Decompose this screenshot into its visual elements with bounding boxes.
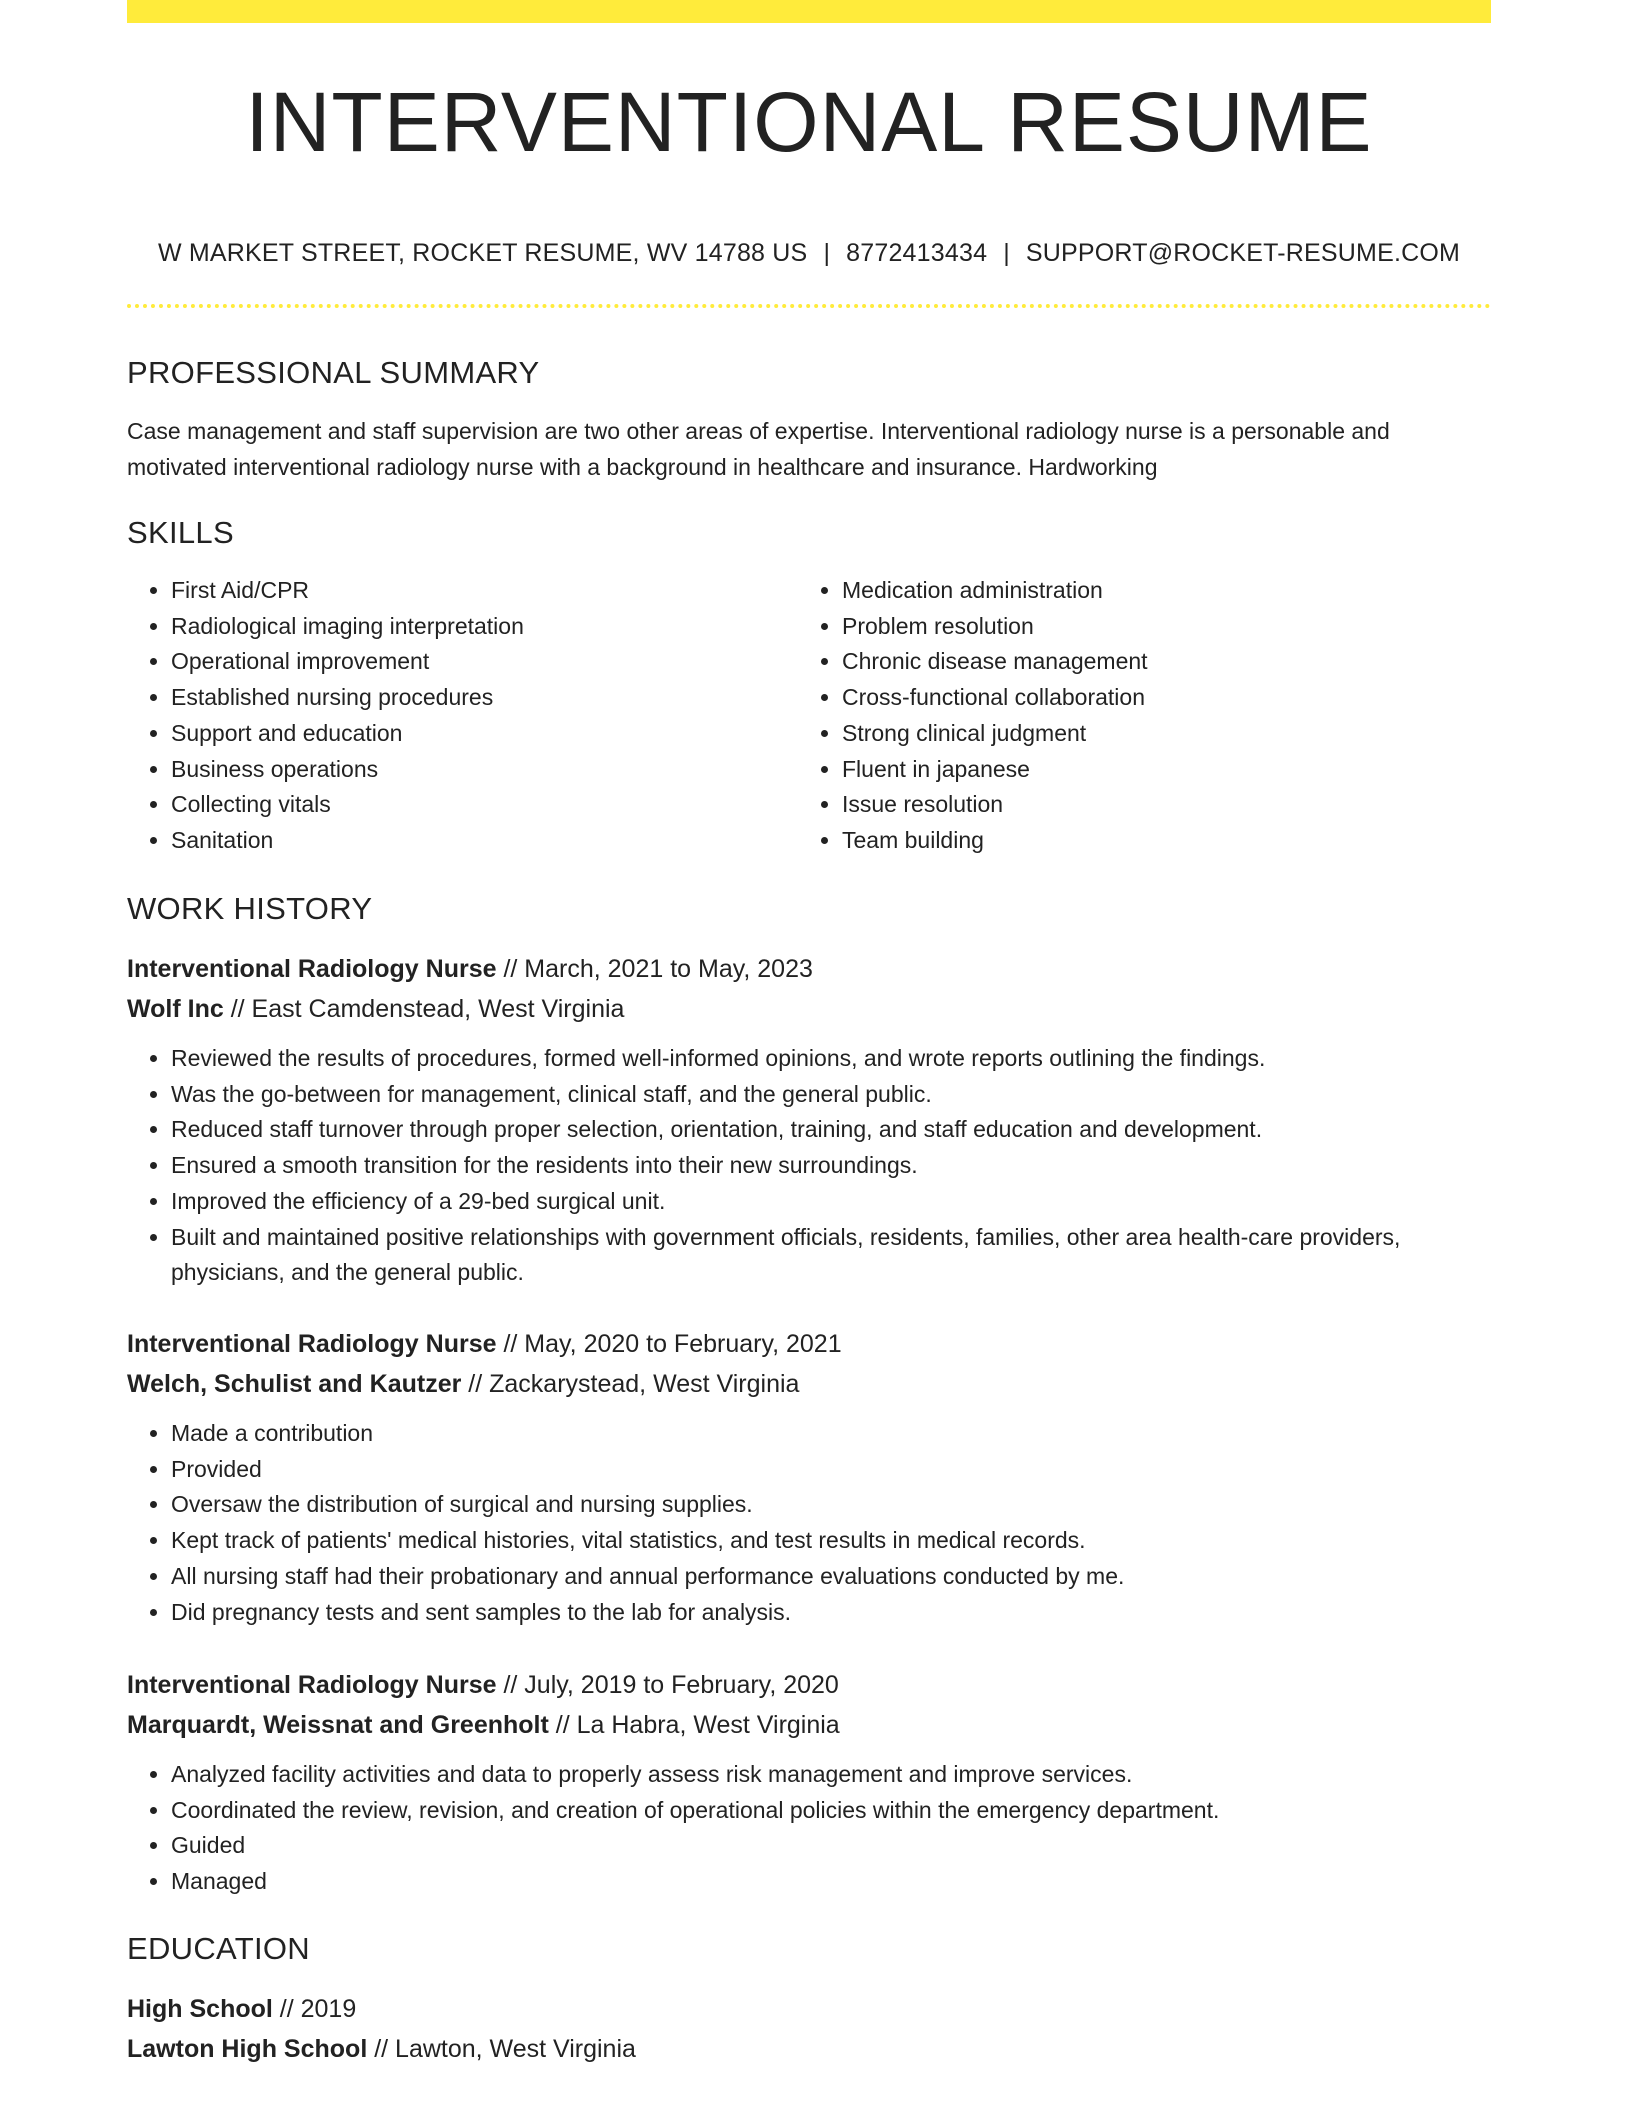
job-bullet: • All nursing staff had their probationary and annual performance evaluations conducted by me. <box>171 1559 1491 1595</box>
job-bullet: • Analyzed facility activities and data to properly assess risk management and improve services. <box>171 1757 1491 1793</box>
job-company: Wolf Inc <box>127 995 224 1023</box>
job-bullet: • Ensured a smooth transition for the residents into their new surroundings. <box>171 1148 1491 1184</box>
job-entry <box>127 1665 1491 1900</box>
skill-item: • Problem resolution <box>842 609 1148 645</box>
job-bullet: • Made a contribution <box>171 1416 1491 1452</box>
skill-item: • Business operations <box>171 752 524 788</box>
contact-email: SUPPORT@ROCKET-RESUME.COM <box>1025 239 1461 267</box>
job-title-line <box>127 1665 1491 1705</box>
job-entry <box>127 1324 1491 1630</box>
education-heading: EDUCATION <box>127 1931 310 1966</box>
job-bullet: • Did pregnancy tests and sent samples to the lab for analysis. <box>171 1595 1491 1631</box>
contact-address: W MARKET STREET, ROCKET RESUME, WV 14788 US <box>157 239 808 267</box>
resume-name: INTERVENTIONAL RESUME <box>245 75 1373 169</box>
skill-item: • Support and education <box>171 716 524 752</box>
job-title-line <box>127 949 1491 989</box>
job-title-line <box>127 1324 1491 1364</box>
job-dates: // July, 2019 to February, 2020 <box>496 1671 839 1699</box>
job-location: // East Camdenstead, West Virginia <box>223 995 625 1023</box>
skill-item: • Operational improvement <box>171 644 524 680</box>
work-history-heading: WORK HISTORY <box>127 891 373 926</box>
accent-top-bar <box>127 0 1491 23</box>
education-school: Lawton High School <box>127 2035 368 2063</box>
skill-item: • Strong clinical judgment <box>842 716 1148 752</box>
job-bullets <box>127 1757 1491 1900</box>
skill-item: • First Aid/CPR <box>171 573 524 609</box>
job-role: Interventional Radiology Nurse <box>127 1330 497 1358</box>
skill-item: • Cross-functional collaboration <box>842 680 1148 716</box>
job-company-line <box>127 1364 1491 1404</box>
skill-item: • Sanitation <box>171 823 524 859</box>
job-company: Welch, Schulist and Kautzer <box>127 1370 462 1398</box>
job-role: Interventional Radiology Nurse <box>127 955 497 983</box>
job-location: // La Habra, West Virginia <box>548 1711 840 1739</box>
skill-item: • Fluent in japanese <box>842 752 1148 788</box>
job-bullet: • Reviewed the results of procedures, formed well-informed opinions, and wrote reports outlining the findings. <box>171 1041 1491 1077</box>
job-bullet: • Kept track of patients' medical histories, vital statistics, and test results in medical records. <box>171 1523 1491 1559</box>
education-degree-line <box>127 1989 356 2029</box>
job-bullet: • Managed <box>171 1864 1491 1900</box>
job-role: Interventional Radiology Nurse <box>127 1671 497 1699</box>
skills-heading: SKILLS <box>127 515 234 550</box>
skills-list-left <box>127 573 524 859</box>
skills-list-right <box>798 573 1148 859</box>
job-bullets <box>127 1041 1491 1291</box>
job-bullets <box>127 1416 1491 1630</box>
contact-separator: | <box>823 239 831 267</box>
job-bullet: • Guided <box>171 1828 1491 1864</box>
contact-phone: 8772413434 <box>846 239 988 267</box>
education-location: // Lawton, West Virginia <box>367 2035 636 2063</box>
education-year: // 2019 <box>272 1995 357 2023</box>
job-bullet: • Improved the efficiency of a 29-bed surgical unit. <box>171 1184 1491 1220</box>
job-bullet: • Reduced staff turnover through proper selection, orientation, training, and staff education and development. <box>171 1112 1491 1148</box>
summary-heading: PROFESSIONAL SUMMARY <box>127 355 540 390</box>
job-entry <box>127 949 1491 1291</box>
skill-item: • Radiological imaging interpretation <box>171 609 524 645</box>
job-bullet: • Provided <box>171 1452 1491 1488</box>
education-school-line <box>127 2029 636 2069</box>
job-bullet: • Was the go-between for management, clinical staff, and the general public. <box>171 1077 1491 1113</box>
skill-item: • Collecting vitals <box>171 787 524 823</box>
skill-item: • Issue resolution <box>842 787 1148 823</box>
contact-line <box>127 236 1491 270</box>
job-bullet: • Coordinated the review, revision, and creation of operational policies within the emergency department. <box>171 1793 1491 1829</box>
contact-separator: | <box>1003 239 1010 267</box>
job-location: // Zackarystead, West Virginia <box>461 1370 800 1398</box>
job-company-line <box>127 989 1491 1029</box>
dotted-divider <box>127 304 1491 308</box>
summary-text: Case management and staff supervision are two other areas of expertise. Interventional radiology nurse is a personable and motivated interventional radiology nurse with a background in healthcare and insurance. Hardworking <box>127 418 1390 480</box>
skill-item: • Team building <box>842 823 1148 859</box>
skill-item: • Medication administration <box>842 573 1148 609</box>
job-company: Marquardt, Weissnat and Greenholt <box>127 1711 549 1739</box>
job-dates: // March, 2021 to May, 2023 <box>496 955 813 983</box>
skill-item: • Established nursing procedures <box>171 680 524 716</box>
skill-item: • Chronic disease management <box>842 644 1148 680</box>
job-bullet: • Built and maintained positive relationships with government officials, residents, families, other area health-care providers, physicians, and the general public. <box>171 1220 1491 1291</box>
job-bullet: • Oversaw the distribution of surgical and nursing supplies. <box>171 1487 1491 1523</box>
job-dates: // May, 2020 to February, 2021 <box>496 1330 842 1358</box>
job-company-line <box>127 1705 1491 1745</box>
education-degree: High School <box>127 1995 273 2023</box>
